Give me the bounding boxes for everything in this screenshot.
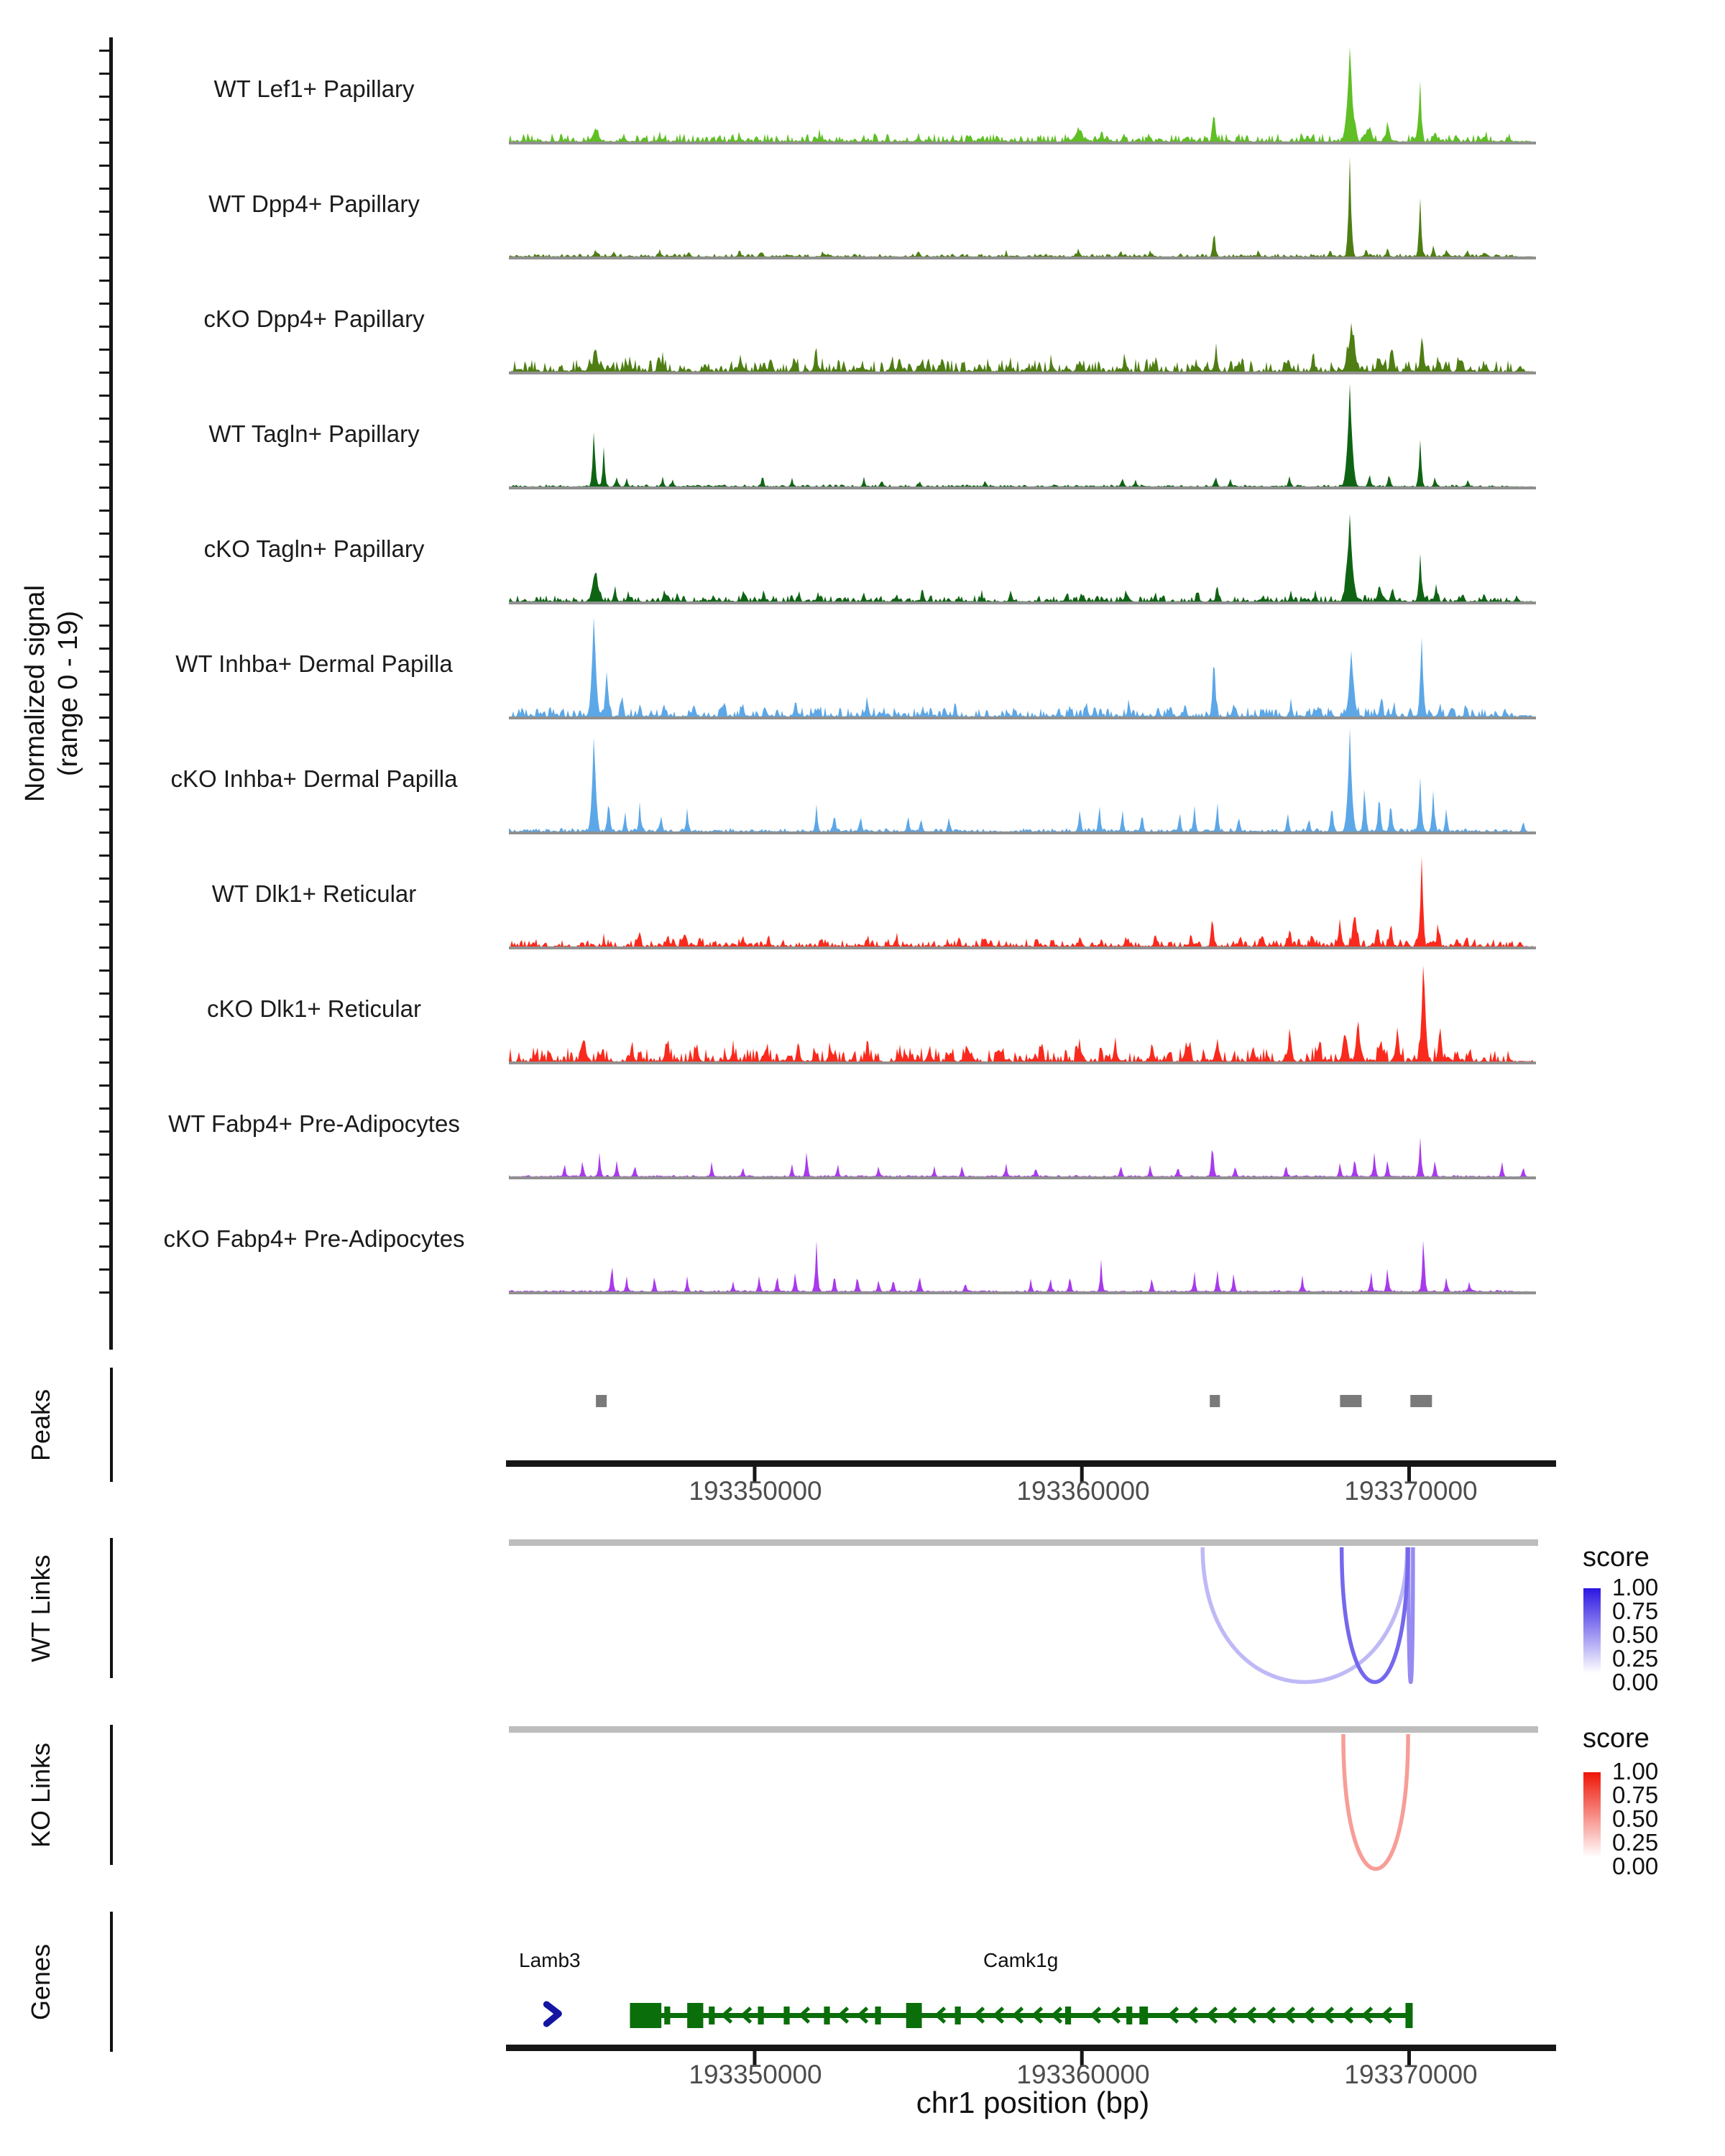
wt-legend-label-3: 0.25	[1612, 1645, 1659, 1672]
wt-legend-label-0: 1.00	[1612, 1574, 1659, 1600]
track-label-6: cKO Inhba+ Dermal Papilla	[170, 765, 458, 792]
y-axis-label-line1: Normalized signal	[20, 584, 50, 803]
ko-legend-label-0: 1.00	[1612, 1758, 1659, 1784]
track-label-2: cKO Dpp4+ Papillary	[203, 305, 425, 332]
panel-label-wt-links: WT Links	[26, 1554, 55, 1662]
track-label-10: cKO Fabp4+ Pre-Adipocytes	[163, 1225, 465, 1252]
axis1-tick-label-1: 193360000	[1016, 1476, 1150, 1506]
axis2-tick-label-1: 193360000	[1016, 2060, 1150, 2089]
track-label-7: WT Dlk1+ Reticular	[211, 880, 417, 907]
track-label-0: WT Lef1+ Papillary	[213, 75, 415, 102]
wt-legend-title: score	[1583, 1542, 1650, 1572]
ko-legend-title: score	[1583, 1723, 1650, 1754]
wt-legend-labels	[1612, 1574, 1659, 1695]
y-axis-label	[19, 585, 85, 802]
track-label-1: WT Dpp4+ Papillary	[208, 190, 420, 217]
panel-label-ko-links: KO Links	[26, 1742, 55, 1848]
wt-legend-gradient-bar	[1583, 1588, 1601, 1673]
ko-legend-labels	[1612, 1758, 1659, 1879]
ko-legend-label-2: 0.50	[1612, 1805, 1659, 1832]
axis1-tick-label-2: 193370000	[1344, 1476, 1478, 1506]
axis2-tick-label-2: 193370000	[1344, 2060, 1478, 2089]
ko-legend-gradient-bar	[1583, 1772, 1601, 1857]
ko-legend-label-4: 0.00	[1612, 1853, 1659, 1879]
track-label-9: WT Fabp4+ Pre-Adipocytes	[168, 1110, 460, 1137]
gene-label-lamb3: Lamb3	[519, 1949, 581, 1971]
panel-label-genes: Genes	[26, 1943, 55, 2021]
x-axis-title: chr1 position (bp)	[916, 2086, 1150, 2119]
axis2-tick-label-0: 193350000	[689, 2060, 822, 2089]
track-label-4: cKO Tagln+ Papillary	[203, 535, 425, 562]
y-axis-label-line2: (range 0 - 19)	[53, 610, 83, 777]
wt-legend-label-1: 0.75	[1612, 1598, 1659, 1624]
track-label-5: WT Inhba+ Dermal Papilla	[175, 650, 453, 677]
panel-label-peaks: Peaks	[26, 1388, 55, 1462]
wt-legend-label-2: 0.50	[1612, 1621, 1659, 1648]
gene-label-camk1g: Camk1g	[983, 1949, 1059, 1971]
track-label-8: cKO Dlk1+ Reticular	[206, 995, 422, 1022]
wt-legend-label-4: 0.00	[1612, 1669, 1659, 1695]
ko-legend-label-1: 0.75	[1612, 1782, 1659, 1808]
ko-legend-label-3: 0.25	[1612, 1829, 1659, 1856]
track-label-3: WT Tagln+ Papillary	[208, 420, 420, 447]
axis1-tick-label-0: 193350000	[689, 1476, 822, 1506]
